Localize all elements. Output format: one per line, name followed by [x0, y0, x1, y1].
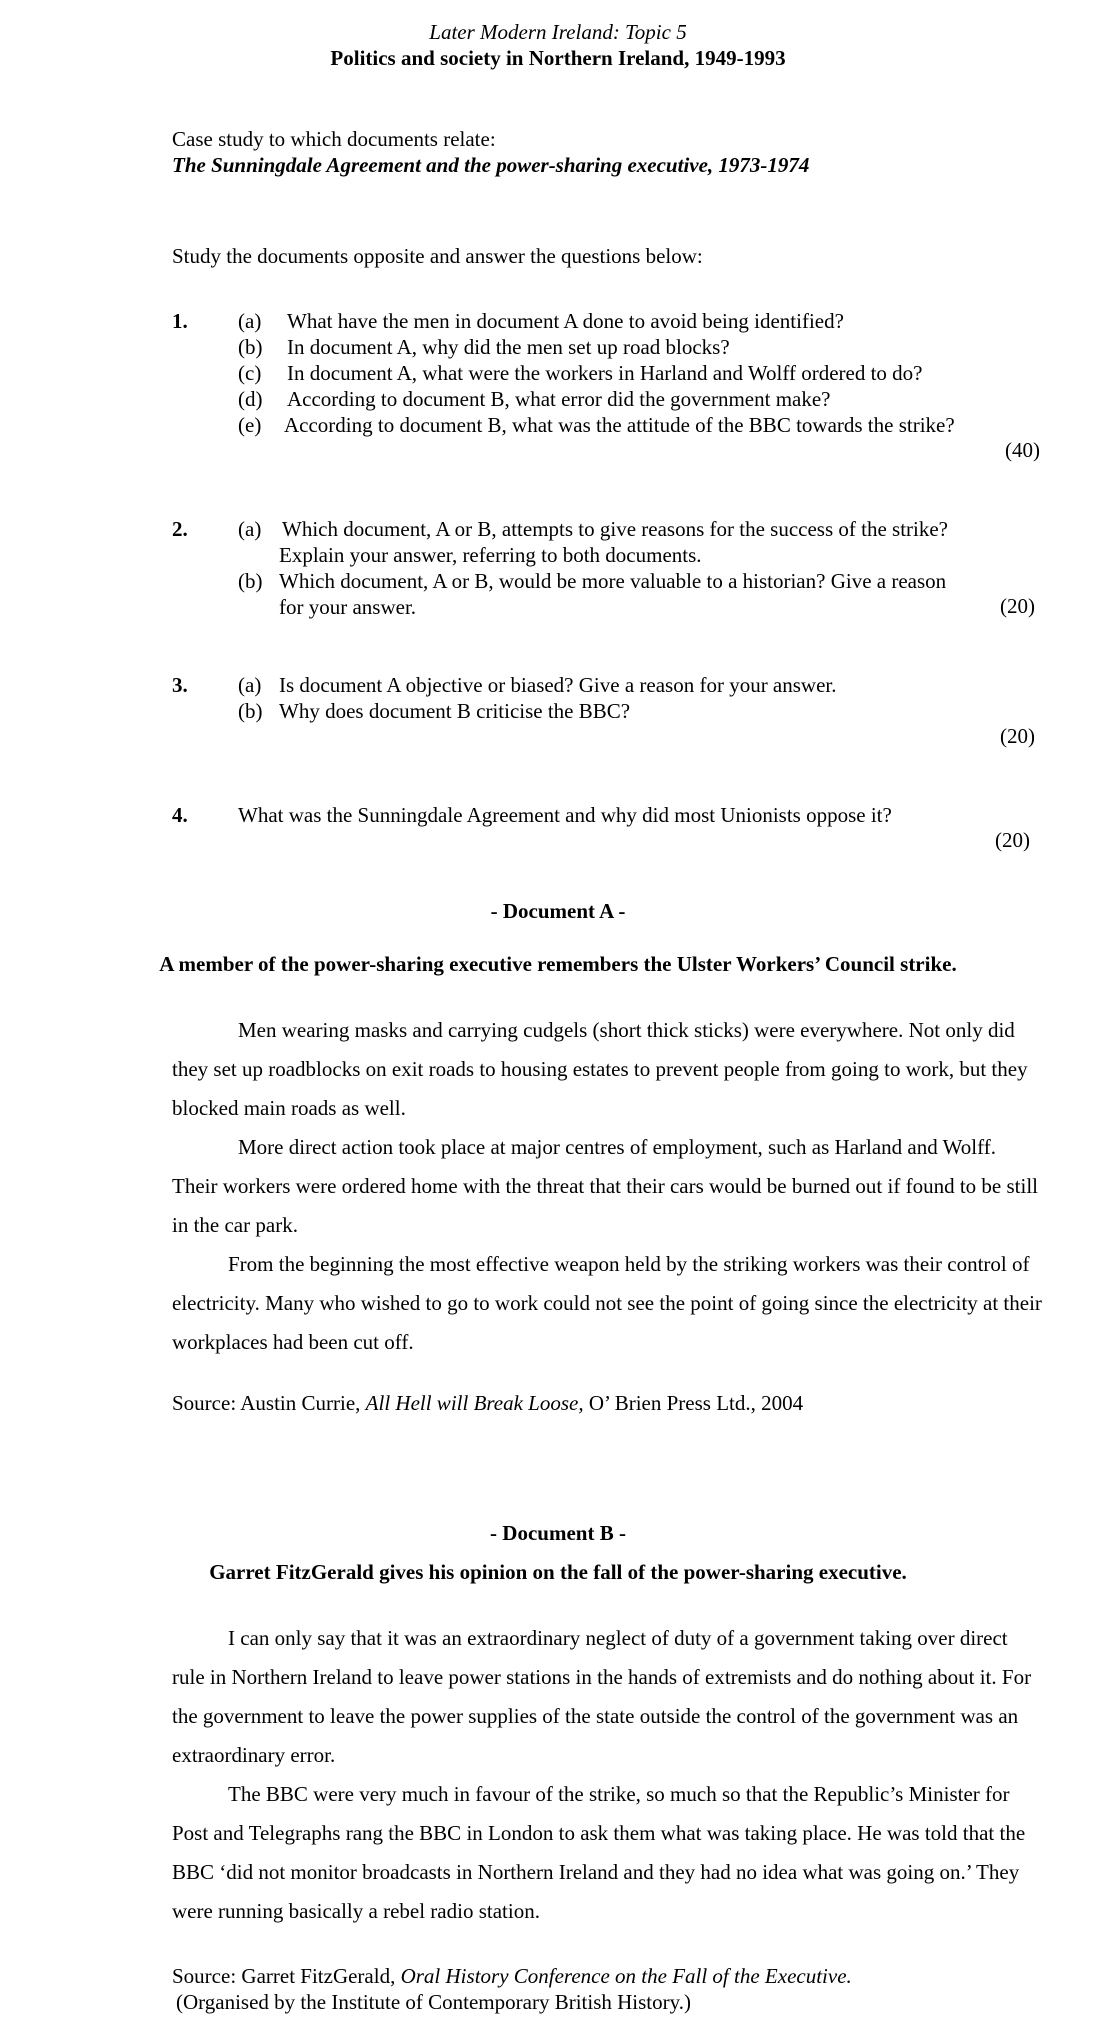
source-title: All Hell will Break Loose, [365, 1391, 584, 1415]
marks: (20) [1000, 724, 1035, 748]
question-number: 3. [172, 673, 188, 697]
document-b-subheading: Garret FitzGerald gives his opinion on the fall of the power-sharing executive. [209, 1560, 907, 1584]
document-b-source [172, 1963, 852, 1989]
source-publisher: O’ Brien Press Ltd., 2004 [583, 1391, 804, 1415]
case-study-title: The Sunningdale Agreement and the power-sharing executive, 1973-1974 [172, 153, 810, 177]
document-a-paragraph: From the beginning the most effective weapon held by the striking workers was their control of electricity. Many who wished to go to work could not see the point of going since the electricity at their workplaces had been cut off. [172, 1252, 1042, 1354]
question-part-letter: (a) [238, 309, 262, 333]
topic-heading: Later Modern Ireland: Topic 5 [429, 20, 687, 44]
question-part-text: According to document B, what was the attitude of the BBC towards the strike? [284, 413, 955, 437]
question-part-text: What have the men in document A done to avoid being identified? [287, 309, 844, 333]
question-part-text: Which document, A or B, attempts to give reasons for the success of the strike? [282, 517, 949, 541]
question-part-text: In document A, why did the men set up road blocks? [287, 335, 730, 359]
question-part-text: According to document B, what error did the government make? [287, 387, 831, 411]
question-part-letter: (a) [238, 673, 262, 697]
question-text: What was the Sunningdale Agreement and why did most Unionists oppose it? [238, 803, 892, 827]
source-label: Source: Garret FitzGerald, [172, 1964, 401, 1988]
document-a-heading: - Document A - [490, 899, 626, 923]
marks: (40) [1005, 438, 1040, 462]
question-part-letter: (e) [238, 413, 262, 437]
question-number: 1. [172, 309, 188, 333]
question-part-text: Which document, A or B, would be more valuable to a historian? Give a reason [279, 569, 947, 593]
question-part-letter: (b) [238, 335, 263, 359]
question-part-letter: (a) [238, 517, 262, 541]
marks: (20) [1000, 594, 1035, 618]
document-a-source [172, 1390, 803, 1416]
question-part-letter: (b) [238, 569, 263, 593]
question-number: 4. [172, 803, 188, 827]
question-part-letter: (b) [238, 699, 263, 723]
question-part-letter: (c) [238, 361, 262, 385]
source-title: Oral History Conference on the Fall of the Executive. [400, 1964, 852, 1988]
document-b-source-note: (Organised by the Institute of Contemporary British History.) [176, 1990, 692, 2014]
document-a-subheading: A member of the power-sharing executive remembers the Ulster Workers’ Council strike. [159, 952, 957, 976]
document-b-heading: - Document B - [490, 1521, 626, 1545]
question-part-text: Is document A objective or biased? Give a reason for your answer. [279, 673, 837, 697]
question-part-text: In document A, what were the workers in Harland and Wolff ordered to do? [287, 361, 923, 385]
question-part-letter: (d) [238, 387, 263, 411]
question-part-text: Why does document B criticise the BBC? [279, 699, 631, 723]
instructions: Study the documents opposite and answer the questions below: [172, 244, 703, 268]
document-b-paragraph: The BBC were very much in favour of the strike, so much so that the Republic’s Minister for Post and Telegraphs rang the BBC in London to ask them what was taking place. He was told that the BBC ‘did not monitor broadcasts in Northern Ireland and they had no idea what was going on.’ They were running basically a rebel radio station. [172, 1782, 1026, 1923]
document-b-paragraph: I can only say that it was an extraordinary neglect of duty of a government taking over direct rule in Northern Ireland to leave power stations in the hands of extremists and do nothing about it. For the government to leave the power supplies of the state outside the control of the government was an extraordinary error. [172, 1626, 1032, 1767]
question-part-text: for your answer. [279, 595, 417, 619]
marks: (20) [995, 828, 1030, 852]
document-a-paragraph: Men wearing masks and carrying cudgels (short thick sticks) were everywhere. Not only did they set up roadblocks on exit roads to housing estates to prevent people from going to work, but they blocked main roads as well. [172, 1018, 1028, 1120]
question-part-text: Explain your answer, referring to both documents. [279, 543, 702, 567]
document-a-paragraph: More direct action took place at major centres of employment, such as Harland and Wolff. Their workers were ordered home with the threat that their cars would be burned out if found to be still in the car park. [172, 1135, 1038, 1237]
question-number: 2. [172, 517, 188, 541]
page-title: Politics and society in Northern Ireland, 1949-1993 [330, 46, 786, 70]
source-label: Source: Austin Currie, [172, 1391, 366, 1415]
case-study-label: Case study to which documents relate: [172, 127, 496, 151]
